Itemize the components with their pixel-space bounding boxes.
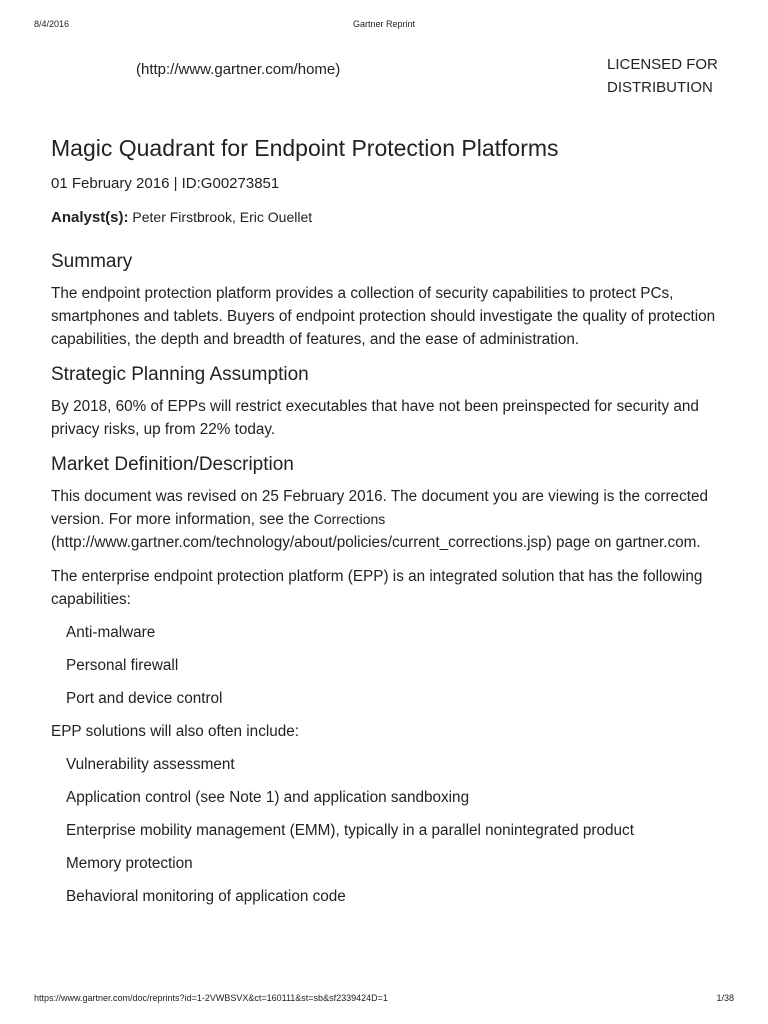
gartner-home-link[interactable]: (http://www.gartner.com/home) bbox=[136, 61, 341, 78]
license-line-1: LICENSED FOR bbox=[607, 56, 718, 73]
list-item: Behavioral monitoring of application code bbox=[66, 888, 346, 905]
list-item: Application control (see Note 1) and application sandboxing bbox=[66, 789, 470, 806]
market-revised-text bbox=[51, 485, 731, 554]
document-body bbox=[51, 133, 731, 908]
also-intro: EPP solutions will also often include: bbox=[51, 723, 300, 740]
list-item: Enterprise mobility management (EMM), typically in a parallel nonintegrated product bbox=[66, 822, 634, 839]
document-meta: 01 February 2016 | ID:G00273851 bbox=[51, 175, 280, 192]
market-heading: Market Definition/Description bbox=[51, 454, 294, 475]
corrections-link[interactable]: Corrections bbox=[313, 511, 386, 527]
revised-text-start: This document was revised on 25 February 2016. The document you are viewing is the corrected version. For more information, see the bbox=[51, 488, 708, 528]
strategic-heading: Strategic Planning Assumption bbox=[51, 364, 309, 385]
list-item: Memory protection bbox=[66, 855, 193, 872]
license-badge bbox=[607, 53, 747, 99]
capabilities-list bbox=[51, 621, 731, 710]
also-list bbox=[51, 753, 731, 908]
list-item: Vulnerability assessment bbox=[66, 756, 235, 773]
strategic-text: By 2018, 60% of EPPs will restrict executables that have not been preinspected for security and privacy risks, up from 22% today. bbox=[51, 398, 699, 438]
revised-text-end: page on gartner.com. bbox=[551, 534, 701, 551]
analysts-names: Peter Firstbrook, Eric Ouellet bbox=[128, 209, 313, 225]
list-item: Personal firewall bbox=[66, 657, 179, 674]
list-item: Anti-malware bbox=[66, 624, 156, 641]
corrections-url[interactable]: (http://www.gartner.com/technology/about/policies/current_corrections.jsp) bbox=[51, 534, 552, 551]
summary-text: The endpoint protection platform provides a collection of security capabilities to protect PCs, smartphones and tablets. Buyers of endpoint protection should investigate the quality of protection capabilities, the depth and breadth of features, and the ease of administration. bbox=[51, 285, 716, 348]
print-footer-url: https://www.gartner.com/doc/reprints?id=1-2VWBSVX&ct=160111&st=sb&sf2339424D=1 bbox=[34, 993, 388, 1003]
print-date: 8/4/2016 bbox=[34, 19, 70, 29]
analysts-label: Analyst(s): bbox=[51, 209, 129, 226]
print-page-number: 1/38 bbox=[716, 993, 734, 1003]
list-item: Port and device control bbox=[66, 690, 223, 707]
print-title: Gartner Reprint bbox=[352, 19, 416, 29]
summary-heading: Summary bbox=[51, 251, 133, 272]
page-title: Magic Quadrant for Endpoint Protection Platforms bbox=[51, 135, 559, 161]
analysts bbox=[51, 207, 731, 228]
epp-intro: The enterprise endpoint protection platform (EPP) is an integrated solution that has the following capabilities: bbox=[51, 568, 703, 608]
license-line-2: DISTRIBUTION bbox=[607, 79, 713, 96]
